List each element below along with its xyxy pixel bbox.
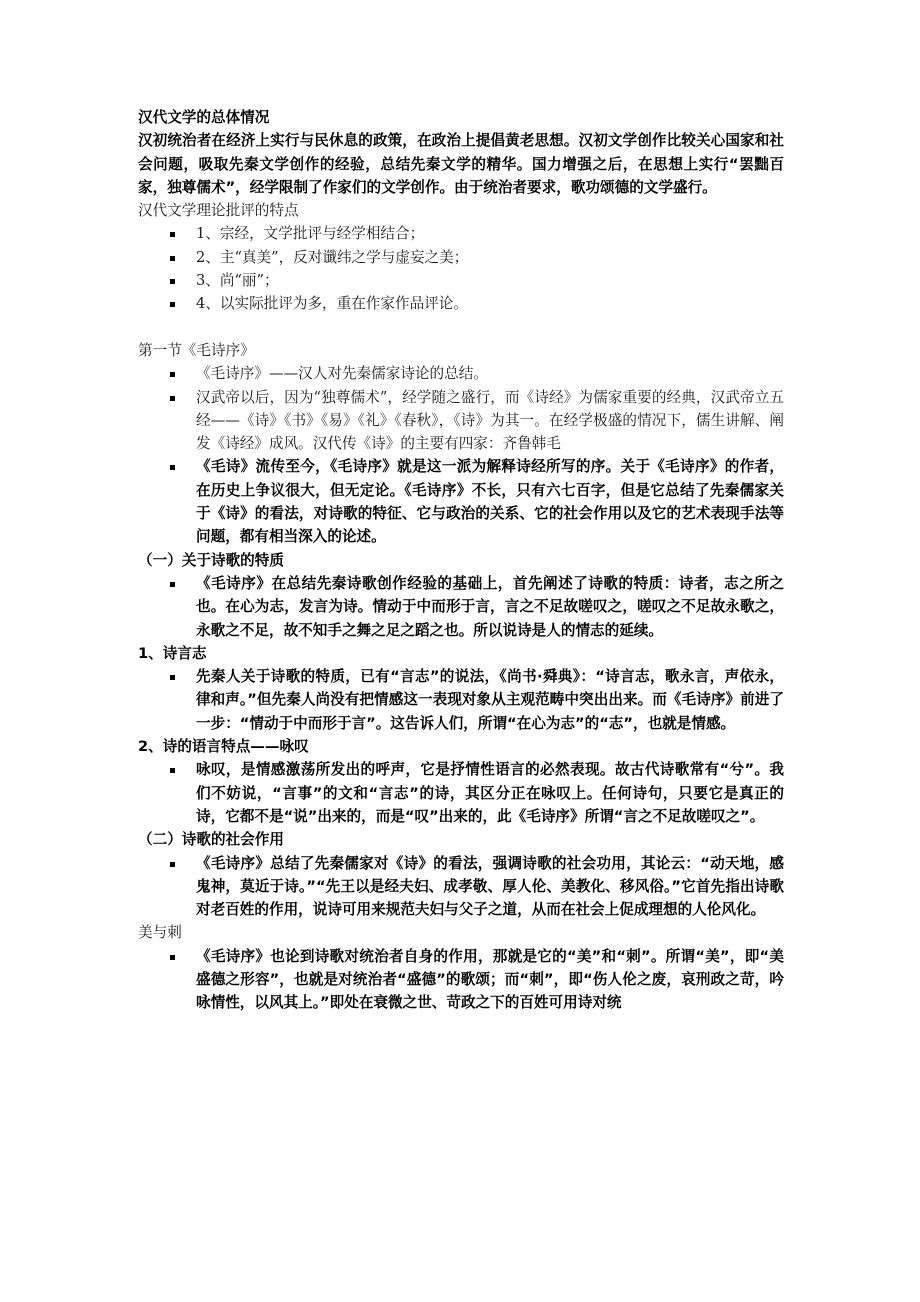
list-item-text: 《毛诗序》——汉人对先秦儒家诗论的总结。 xyxy=(196,365,488,383)
list-item-text: 1、宗经，文学批评与经学相结合； xyxy=(196,225,425,243)
list-item-text: 4、以实际批评为多，重在作家作品评论。 xyxy=(196,295,468,313)
list-item xyxy=(170,852,784,922)
list-item xyxy=(170,455,784,548)
section-heading: 2、诗的语言特点——咏叹 xyxy=(138,738,309,756)
section-heading: （二）诗歌的社会作用 xyxy=(138,831,284,849)
list-item-text: 先秦人关于诗歌的特质，已有“言志”的说法，《尚书·舜典》：“诗言志，歌永言，声依永，律和声。”但先秦人尚没有把情感这一表现对象从主观范畴中突出出来。而《毛诗序》前进了一步：“情动于中而形于言”。这告诉人们，所谓“在心为志”的“志”，也就是情感。 xyxy=(196,668,784,732)
list-item-text: 2、主“真美”，反对谶纬之学与虚妄之美； xyxy=(196,248,469,266)
list-item-text: 《毛诗序》也论到诗歌对统治者自身的作用，那就是它的“美”和“刺”。所谓“美”，即“美盛德之形容”，也就是对统治者“盛德”的歌颂；而“刺”，即“伤人伦之废，哀刑政之苛，吟咏情性，以风其上。”即处在衰微之世、苛政之下的百姓可用诗对统 xyxy=(196,947,784,1012)
list-item xyxy=(170,386,784,456)
list-item xyxy=(170,269,784,292)
section-heading: （一）关于诗歌的特质 xyxy=(138,551,284,569)
section-heading: 1、诗言志 xyxy=(138,644,207,662)
list-item xyxy=(170,362,784,385)
document-text-body xyxy=(138,106,784,1015)
list-item-text: 3、尚“丽”； xyxy=(196,272,279,290)
list-item xyxy=(170,246,784,269)
section-heading: 第一节《毛诗序》 xyxy=(138,341,255,359)
list-item-text: 汉武帝以后，因为“独尊儒术”，经学随之盛行，而《诗经》为儒家重要的经典，汉武帝立五经——《诗》《书》《易》《礼》《春秋》，《诗》为其一。在经学极盛的情况下，儒生讲解、阐发《诗经》成风。汉代传《诗》的主要有四家：齐鲁韩毛 xyxy=(196,388,784,453)
section-heading: 美与刺 xyxy=(138,924,182,942)
list-item-text: 《毛诗序》在总结先秦诗歌创作经验的基础上，首先阐述了诗歌的特质：诗者，志之所之也。在心为志，发言为诗。情动于中而形于言，言之不足故嗟叹之，嗟叹之不足故永歌之，永歌之不足，故不知手之舞之足之蹈之也。所以说诗是人的情志的延续。 xyxy=(196,574,784,639)
list-item-text: 《毛诗》流传至今，《毛诗序》就是这一派为解释诗经所写的序。关于《毛诗序》的作者，在历史上争议很大，但无定论。《毛诗序》不长，只有六七百字，但是它总结了先秦儒家关于《诗》的看法，对诗歌的特征、它与政治的关系、它的社会作用以及它的艺术表现手法等问题，都有相当深入的论述。 xyxy=(196,458,784,546)
list-item xyxy=(170,945,784,1015)
list-item xyxy=(170,758,784,828)
list-item xyxy=(170,222,784,245)
list-item xyxy=(170,572,784,642)
body-paragraph: 汉初统治者在经济上实行与民休息的政策，在政治上提倡黄老思想。汉初文学创作比较关心国家和社会问题，吸取先秦文学创作的经验，总结先秦文学的精华。国力增强之后，在思想上实行“罢黜百家，独尊儒术”，经学限制了作家们的文学创作。由于统治者要求，歌功颂德的文学盛行。 xyxy=(138,132,784,196)
list-item-text: 《毛诗序》总结了先秦儒家对《诗》的看法，强调诗歌的社会功用，其论云：“动天地，感鬼神，莫近于诗。”“先王以是经夫妇、成孝敬、厚人伦、美教化、移风俗。”它首先指出诗歌对老百姓的作用，说诗可用来规范夫妇与父子之道，从而在社会上促成理想的人伦风化。 xyxy=(196,854,784,919)
list-item-text: 咏叹，是情感激荡所发出的呼声，它是抒情性语言的必然表现。故古代诗歌常有“兮”。我们不妨说，“言事”的文和“言志”的诗，其区分正在咏叹上。任何诗句，只要它是真正的诗，它都不是“说”出来的，而是“叹”出来的，此《毛诗序》所谓“言之不足故嗟叹之”。 xyxy=(196,761,784,825)
section-heading: 汉代文学的总体情况 xyxy=(138,109,270,126)
list-item xyxy=(170,665,784,735)
paragraph-spacer xyxy=(138,316,784,339)
list-item xyxy=(170,292,784,315)
section-heading: 汉代文学理论批评的特点 xyxy=(138,202,299,220)
